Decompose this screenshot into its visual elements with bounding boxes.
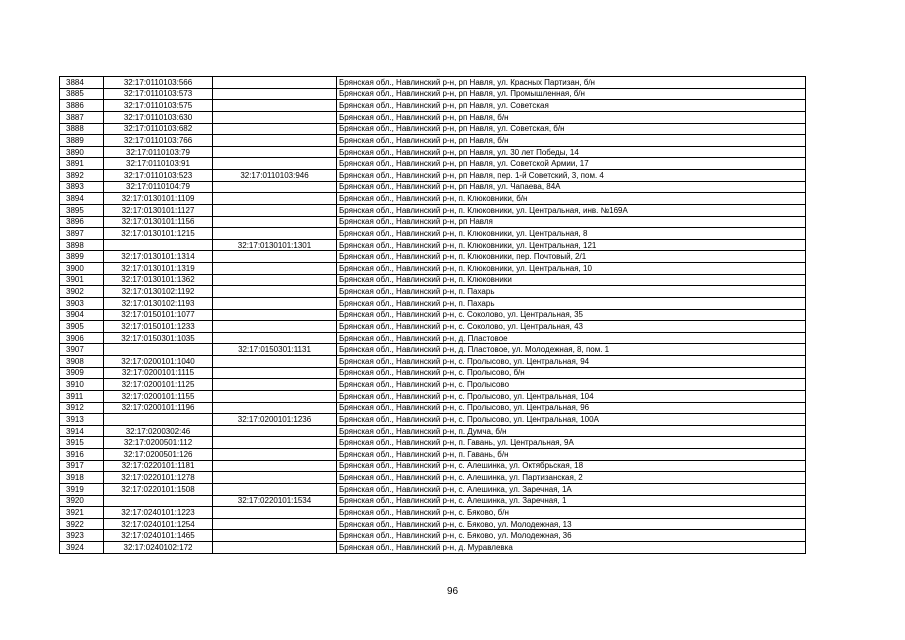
address-cell: Брянская обл., Навлинский р-н, рп Навля, пер. 1-й Советский, 3, пом. 4 xyxy=(337,170,806,182)
cadastral-number-cell: 32:17:0110103:523 xyxy=(104,170,213,182)
address-cell: Брянская обл., Навлинский р-н, с. Бяково, ул. Молодежная, 36 xyxy=(337,530,806,542)
premises-cadastral-number-cell xyxy=(213,274,337,286)
cadastral-number-cell: 32:17:0130102:1193 xyxy=(104,297,213,309)
table-row xyxy=(60,135,806,147)
premises-cadastral-number-cell xyxy=(213,367,337,379)
address-cell: Брянская обл., Навлинский р-н, п. Клюковники, ул. Центральная, 121 xyxy=(337,239,806,251)
row-number-cell: 3921 xyxy=(60,507,104,519)
row-number-cell: 3903 xyxy=(60,297,104,309)
property-register-table xyxy=(59,76,806,554)
cadastral-number-cell xyxy=(104,344,213,356)
table-row xyxy=(60,402,806,414)
address-cell: Брянская обл., Навлинский р-н, с. Соколово, ул. Центральная, 35 xyxy=(337,309,806,321)
premises-cadastral-number-cell xyxy=(213,193,337,205)
cadastral-number-cell: 32:17:0240102:172 xyxy=(104,542,213,554)
premises-cadastral-number-cell xyxy=(213,507,337,519)
row-number-cell: 3922 xyxy=(60,518,104,530)
cadastral-number-cell: 32:17:0130101:1127 xyxy=(104,204,213,216)
row-number-cell: 3914 xyxy=(60,425,104,437)
cadastral-number-cell: 32:17:0200101:1040 xyxy=(104,356,213,368)
row-number-cell: 3897 xyxy=(60,228,104,240)
row-number-cell: 3901 xyxy=(60,274,104,286)
row-number-cell: 3891 xyxy=(60,158,104,170)
premises-cadastral-number-cell xyxy=(213,332,337,344)
row-number-cell: 3893 xyxy=(60,181,104,193)
address-cell: Брянская обл., Навлинский р-н, рп Навля xyxy=(337,216,806,228)
cadastral-number-cell: 32:17:0200101:1115 xyxy=(104,367,213,379)
address-cell: Брянская обл., Навлинский р-н, с. Пролысово, ул. Центральная, 96 xyxy=(337,402,806,414)
premises-cadastral-number-cell xyxy=(213,146,337,158)
cadastral-number-cell: 32:17:0220101:1181 xyxy=(104,460,213,472)
premises-cadastral-number-cell: 32:17:0110103:946 xyxy=(213,170,337,182)
address-cell: Брянская обл., Навлинский р-н, рп Навля, ул. Советская xyxy=(337,100,806,112)
row-number-cell: 3913 xyxy=(60,414,104,426)
cadastral-number-cell: 32:17:0110103:682 xyxy=(104,123,213,135)
premises-cadastral-number-cell xyxy=(213,181,337,193)
cadastral-number-cell: 32:17:0110103:575 xyxy=(104,100,213,112)
premises-cadastral-number-cell xyxy=(213,390,337,402)
premises-cadastral-number-cell xyxy=(213,158,337,170)
row-number-cell: 3912 xyxy=(60,402,104,414)
table-row xyxy=(60,239,806,251)
address-cell: Брянская обл., Навлинский р-н, д. Муравлевка xyxy=(337,542,806,554)
address-cell: Брянская обл., Навлинский р-н, д. Пластовое xyxy=(337,332,806,344)
row-number-cell: 3917 xyxy=(60,460,104,472)
row-number-cell: 3904 xyxy=(60,309,104,321)
table-row xyxy=(60,356,806,368)
table-row xyxy=(60,530,806,542)
address-cell: Брянская обл., Навлинский р-н, с. Алешинка, ул. Октябрьская, 18 xyxy=(337,460,806,472)
address-cell: Брянская обл., Навлинский р-н, рп Навля, ул. Чапаева, 84А xyxy=(337,181,806,193)
row-number-cell: 3911 xyxy=(60,390,104,402)
cadastral-number-cell: 32:17:0200101:1196 xyxy=(104,402,213,414)
table-row xyxy=(60,344,806,356)
table-row xyxy=(60,111,806,123)
address-cell: Брянская обл., Навлинский р-н, п. Клюковники xyxy=(337,274,806,286)
premises-cadastral-number-cell xyxy=(213,460,337,472)
premises-cadastral-number-cell: 32:17:0130101:1301 xyxy=(213,239,337,251)
address-cell: Брянская обл., Навлинский р-н, п. Пахарь xyxy=(337,286,806,298)
cadastral-number-cell: 32:17:0220101:1508 xyxy=(104,483,213,495)
table-row xyxy=(60,297,806,309)
premises-cadastral-number-cell xyxy=(213,88,337,100)
premises-cadastral-number-cell xyxy=(213,111,337,123)
row-number-cell: 3918 xyxy=(60,472,104,484)
table-row xyxy=(60,170,806,182)
row-number-cell: 3906 xyxy=(60,332,104,344)
table-row xyxy=(60,286,806,298)
premises-cadastral-number-cell: 32:17:0200101:1236 xyxy=(213,414,337,426)
cadastral-number-cell: 32:17:0130101:1314 xyxy=(104,251,213,263)
cadastral-number-cell: 32:17:0150101:1077 xyxy=(104,309,213,321)
cadastral-number-cell: 32:17:0110103:766 xyxy=(104,135,213,147)
cadastral-number-cell: 32:17:0200501:112 xyxy=(104,437,213,449)
cadastral-number-cell: 32:17:0200501:126 xyxy=(104,449,213,461)
row-number-cell: 3898 xyxy=(60,239,104,251)
row-number-cell: 3924 xyxy=(60,542,104,554)
table-row xyxy=(60,332,806,344)
row-number-cell: 3900 xyxy=(60,263,104,275)
address-cell: Брянская обл., Навлинский р-н, с. Пролысово, ул. Центральная, 94 xyxy=(337,356,806,368)
address-cell: Брянская обл., Навлинский р-н, с. Алешинка, ул. Заречная, 1А xyxy=(337,483,806,495)
address-cell: Брянская обл., Навлинский р-н, с. Пролысово, ул. Центральная, 100А xyxy=(337,414,806,426)
address-cell: Брянская обл., Навлинский р-н, рп Навля, б/н xyxy=(337,111,806,123)
address-cell: Брянская обл., Навлинский р-н, д. Пластовое, ул. Молодежная, 8, пом. 1 xyxy=(337,344,806,356)
cadastral-number-cell: 32:17:0240101:1465 xyxy=(104,530,213,542)
table-row xyxy=(60,193,806,205)
table-row xyxy=(60,367,806,379)
address-cell: Брянская обл., Навлинский р-н, рп Навля, ул. Советская, б/н xyxy=(337,123,806,135)
table-row xyxy=(60,263,806,275)
cadastral-number-cell: 32:17:0130101:1215 xyxy=(104,228,213,240)
table-row xyxy=(60,379,806,391)
table-row xyxy=(60,460,806,472)
row-number-cell: 3886 xyxy=(60,100,104,112)
row-number-cell: 3916 xyxy=(60,449,104,461)
row-number-cell: 3890 xyxy=(60,146,104,158)
row-number-cell: 3909 xyxy=(60,367,104,379)
cadastral-number-cell: 32:17:0200101:1155 xyxy=(104,390,213,402)
premises-cadastral-number-cell xyxy=(213,309,337,321)
premises-cadastral-number-cell xyxy=(213,518,337,530)
premises-cadastral-number-cell xyxy=(213,472,337,484)
premises-cadastral-number-cell xyxy=(213,204,337,216)
table-row xyxy=(60,100,806,112)
row-number-cell: 3919 xyxy=(60,483,104,495)
premises-cadastral-number-cell xyxy=(213,356,337,368)
table-row xyxy=(60,228,806,240)
table-row xyxy=(60,449,806,461)
premises-cadastral-number-cell xyxy=(213,483,337,495)
table-row xyxy=(60,390,806,402)
premises-cadastral-number-cell xyxy=(213,286,337,298)
cadastral-number-cell: 32:17:0130101:1156 xyxy=(104,216,213,228)
address-cell: Брянская обл., Навлинский р-н, рп Навля, ул. Промышленная, б/н xyxy=(337,88,806,100)
address-cell: Брянская обл., Навлинский р-н, с. Бяково, ул. Молодежная, 13 xyxy=(337,518,806,530)
address-cell: Брянская обл., Навлинский р-н, рп Навля, ул. Советской Армии, 17 xyxy=(337,158,806,170)
address-cell: Брянская обл., Навлинский р-н, п. Клюковники, б/н xyxy=(337,193,806,205)
cadastral-number-cell: 32:17:0200101:1125 xyxy=(104,379,213,391)
table-row xyxy=(60,146,806,158)
cadastral-number-cell: 32:17:0130101:1319 xyxy=(104,263,213,275)
address-cell: Брянская обл., Навлинский р-н, п. Клюковники, ул. Центральная, инв. №169А xyxy=(337,204,806,216)
page-number: 96 xyxy=(446,586,459,597)
row-number-cell: 3884 xyxy=(60,77,104,89)
address-cell: Брянская обл., Навлинский р-н, с. Бяково, б/н xyxy=(337,507,806,519)
cadastral-number-cell: 32:17:0110104:79 xyxy=(104,181,213,193)
table-row xyxy=(60,472,806,484)
premises-cadastral-number-cell xyxy=(213,77,337,89)
premises-cadastral-number-cell xyxy=(213,425,337,437)
address-cell: Брянская обл., Навлинский р-н, с. Соколово, ул. Центральная, 43 xyxy=(337,321,806,333)
table-row xyxy=(60,507,806,519)
row-number-cell: 3920 xyxy=(60,495,104,507)
row-number-cell: 3907 xyxy=(60,344,104,356)
address-cell: Брянская обл., Навлинский р-н, п. Думча, б/н xyxy=(337,425,806,437)
table-row xyxy=(60,414,806,426)
cadastral-number-cell xyxy=(104,495,213,507)
table-row xyxy=(60,542,806,554)
table-row xyxy=(60,309,806,321)
row-number-cell: 3910 xyxy=(60,379,104,391)
cadastral-number-cell: 32:17:0130101:1362 xyxy=(104,274,213,286)
row-number-cell: 3908 xyxy=(60,356,104,368)
table-row xyxy=(60,483,806,495)
premises-cadastral-number-cell xyxy=(213,542,337,554)
table-row xyxy=(60,204,806,216)
table-row xyxy=(60,425,806,437)
address-cell: Брянская обл., Навлинский р-н, с. Пролысово xyxy=(337,379,806,391)
premises-cadastral-number-cell xyxy=(213,216,337,228)
address-cell: Брянская обл., Навлинский р-н, п. Пахарь xyxy=(337,297,806,309)
row-number-cell: 3885 xyxy=(60,88,104,100)
premises-cadastral-number-cell xyxy=(213,379,337,391)
address-cell: Брянская обл., Навлинский р-н, с. Пролысово, б/н xyxy=(337,367,806,379)
row-number-cell: 3894 xyxy=(60,193,104,205)
row-number-cell: 3887 xyxy=(60,111,104,123)
premises-cadastral-number-cell xyxy=(213,263,337,275)
cadastral-number-cell xyxy=(104,239,213,251)
table-row xyxy=(60,123,806,135)
cadastral-number-cell: 32:17:0130101:1109 xyxy=(104,193,213,205)
address-cell: Брянская обл., Навлинский р-н, п. Клюковники, ул. Центральная, 10 xyxy=(337,263,806,275)
premises-cadastral-number-cell xyxy=(213,449,337,461)
row-number-cell: 3896 xyxy=(60,216,104,228)
table-row xyxy=(60,181,806,193)
table-body xyxy=(60,77,806,554)
row-number-cell: 3892 xyxy=(60,170,104,182)
premises-cadastral-number-cell xyxy=(213,437,337,449)
cadastral-number-cell xyxy=(104,414,213,426)
cadastral-number-cell: 32:17:0110103:566 xyxy=(104,77,213,89)
table-row xyxy=(60,437,806,449)
premises-cadastral-number-cell xyxy=(213,402,337,414)
premises-cadastral-number-cell xyxy=(213,100,337,112)
premises-cadastral-number-cell xyxy=(213,123,337,135)
address-cell: Брянская обл., Навлинский р-н, рп Навля, б/н xyxy=(337,135,806,147)
address-cell: Брянская обл., Навлинский р-н, рп Навля, ул. 30 лет Победы, 14 xyxy=(337,146,806,158)
cadastral-number-cell: 32:17:0110103:79 xyxy=(104,146,213,158)
table-row xyxy=(60,518,806,530)
address-cell: Брянская обл., Навлинский р-н, п. Клюковники, пер. Почтовый, 2/1 xyxy=(337,251,806,263)
table-row xyxy=(60,274,806,286)
address-cell: Брянская обл., Навлинский р-н, п. Гавань, б/н xyxy=(337,449,806,461)
table-row xyxy=(60,321,806,333)
table-row xyxy=(60,77,806,89)
cadastral-number-cell: 32:17:0110103:630 xyxy=(104,111,213,123)
premises-cadastral-number-cell xyxy=(213,321,337,333)
row-number-cell: 3902 xyxy=(60,286,104,298)
address-cell: Брянская обл., Навлинский р-н, с. Пролысово, ул. Центральная, 104 xyxy=(337,390,806,402)
address-cell: Брянская обл., Навлинский р-н, с. Алешинка, ул. Заречная, 1 xyxy=(337,495,806,507)
cadastral-number-cell: 32:17:0220101:1278 xyxy=(104,472,213,484)
table-row xyxy=(60,216,806,228)
cadastral-number-cell: 32:17:0150301:1035 xyxy=(104,332,213,344)
address-cell: Брянская обл., Навлинский р-н, рп Навля, ул. Красных Партизан, б/н xyxy=(337,77,806,89)
row-number-cell: 3899 xyxy=(60,251,104,263)
premises-cadastral-number-cell xyxy=(213,135,337,147)
row-number-cell: 3923 xyxy=(60,530,104,542)
address-cell: Брянская обл., Навлинский р-н, с. Алешинка, ул. Партизанская, 2 xyxy=(337,472,806,484)
cadastral-number-cell: 32:17:0150101:1233 xyxy=(104,321,213,333)
row-number-cell: 3915 xyxy=(60,437,104,449)
premises-cadastral-number-cell xyxy=(213,228,337,240)
cadastral-number-cell: 32:17:0110103:91 xyxy=(104,158,213,170)
row-number-cell: 3905 xyxy=(60,321,104,333)
cadastral-number-cell: 32:17:0110103:573 xyxy=(104,88,213,100)
premises-cadastral-number-cell xyxy=(213,530,337,542)
address-cell: Брянская обл., Навлинский р-н, п. Гавань, ул. Центральная, 9А xyxy=(337,437,806,449)
cadastral-number-cell: 32:17:0130102:1192 xyxy=(104,286,213,298)
cadastral-number-cell: 32:17:0240101:1254 xyxy=(104,518,213,530)
premises-cadastral-number-cell xyxy=(213,297,337,309)
row-number-cell: 3895 xyxy=(60,204,104,216)
premises-cadastral-number-cell: 32:17:0220101:1534 xyxy=(213,495,337,507)
table-row xyxy=(60,495,806,507)
table-row xyxy=(60,251,806,263)
premises-cadastral-number-cell: 32:17:0150301:1131 xyxy=(213,344,337,356)
cadastral-number-cell: 32:17:0240101:1223 xyxy=(104,507,213,519)
table-row xyxy=(60,158,806,170)
row-number-cell: 3889 xyxy=(60,135,104,147)
cadastral-number-cell: 32:17:0200302:46 xyxy=(104,425,213,437)
row-number-cell: 3888 xyxy=(60,123,104,135)
address-cell: Брянская обл., Навлинский р-н, п. Клюковники, ул. Центральная, 8 xyxy=(337,228,806,240)
premises-cadastral-number-cell xyxy=(213,251,337,263)
table-row xyxy=(60,88,806,100)
